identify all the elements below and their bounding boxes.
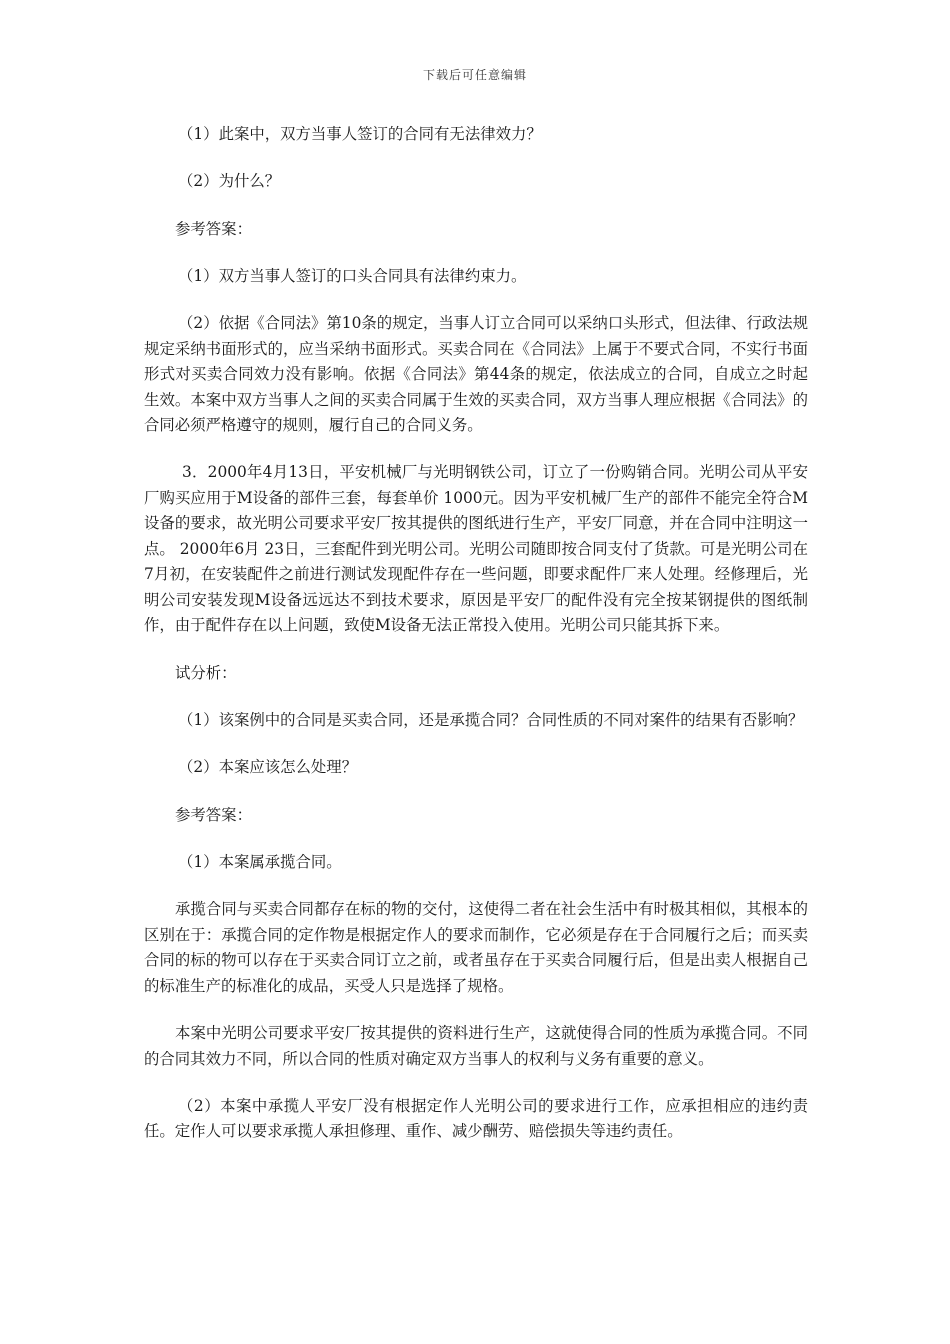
case-conclusion: 本案中光明公司要求平安厂按其提供的资料进行生产，这就使得合同的性质为承揽合同。不同的合同其效力不同，所以合同的性质对确定双方当事人的权利与义务有重要的意义。	[144, 1024, 808, 1068]
question-2: （2）为什么？	[178, 172, 281, 191]
answer-heading: 参考答案：	[175, 219, 252, 238]
question-1: （1）此案中，双方当事人签订的合同有无法律效力？	[178, 125, 542, 143]
answer-heading-2: 参考答案：	[175, 805, 252, 824]
analysis-question-2: （2）本案应该怎么处理？	[178, 758, 358, 777]
case-3-description: 3．2000年4月13日，平安机械厂与光明钢铁公司，订立了一份购销合同。光明公司从平安厂购买应用于M设备的部件三套，每套单价 1000元。因为平安机械厂生产的部件不能完全符合M设备的要求，故光明公司要求平安厂按其提供的图纸进行生产，平安厂同意，并在合同中注明这一点。 2000年6月 23日，三套配件到光明公司。光明公司随即按合同支付了货款。可是光明公司在7月初，在安装配件之前进行测试发现配件存在一些问题，即要求配件厂来人处理。经修理后，光明公司安装发现M设备远远达不到技术要求，原因是平安厂的配件没有完全按某钢提供的图纸制作，由于配件存在以上问题，致使M设备无法正常投入使用。光明公司只能其拆下来。	[144, 463, 808, 635]
analysis-answer-1: （1）本案属承揽合同。	[178, 852, 342, 871]
answer-1: （1）双方当事人签订的口头合同具有法律约束力。	[178, 266, 527, 285]
document-body	[144, 122, 808, 1167]
contract-comparison: 承揽合同与买卖合同都存在标的物的交付，这使得二者在社会生活中有时极其相似，其根本的区别在于：承揽合同的定作物是根据定作人的要求而制作，它必须是存在于合同履行之后；而买卖合同的标的物可以存在于买卖合同订立之前，或者虽存在于买卖合同履行后，但是出卖人根据自己的标准生产的标准化的成品，买受人只是选择了规格。	[144, 900, 808, 995]
answer-2: （2）依据《合同法》第10条的规定，当事人订立合同可以采纳口头形式，但法律、行政法规规定采纳书面形式的，应当采纳书面形式。买卖合同在《合同法》上属于不要式合同，不实行书面形式对买卖合同效力没有影响。依据《合同法》第44条的规定，依法成立的合同，自成立之时起生效。本案中双方当事人之间的买卖合同属于生效的买卖合同，双方当事人理应根据《合同法》的合同必须严格遵守的规则，履行自己的合同义务。	[144, 314, 808, 435]
page-header: 下载后可任意编辑	[422, 68, 527, 82]
analysis-answer-2: （2）本案中承揽人平安厂没有根据定作人光明公司的要求进行工作，应承担相应的违约责任。定作人可以要求承揽人承担修理、重作、减少酬劳、赔偿损失等违约责任。	[144, 1096, 808, 1141]
analysis-question-1: （1）该案例中的合同是买卖合同，还是承揽合同？合同性质的不同对案件的结果有否影响？	[178, 711, 804, 730]
analysis-heading: 试分析：	[175, 663, 237, 682]
